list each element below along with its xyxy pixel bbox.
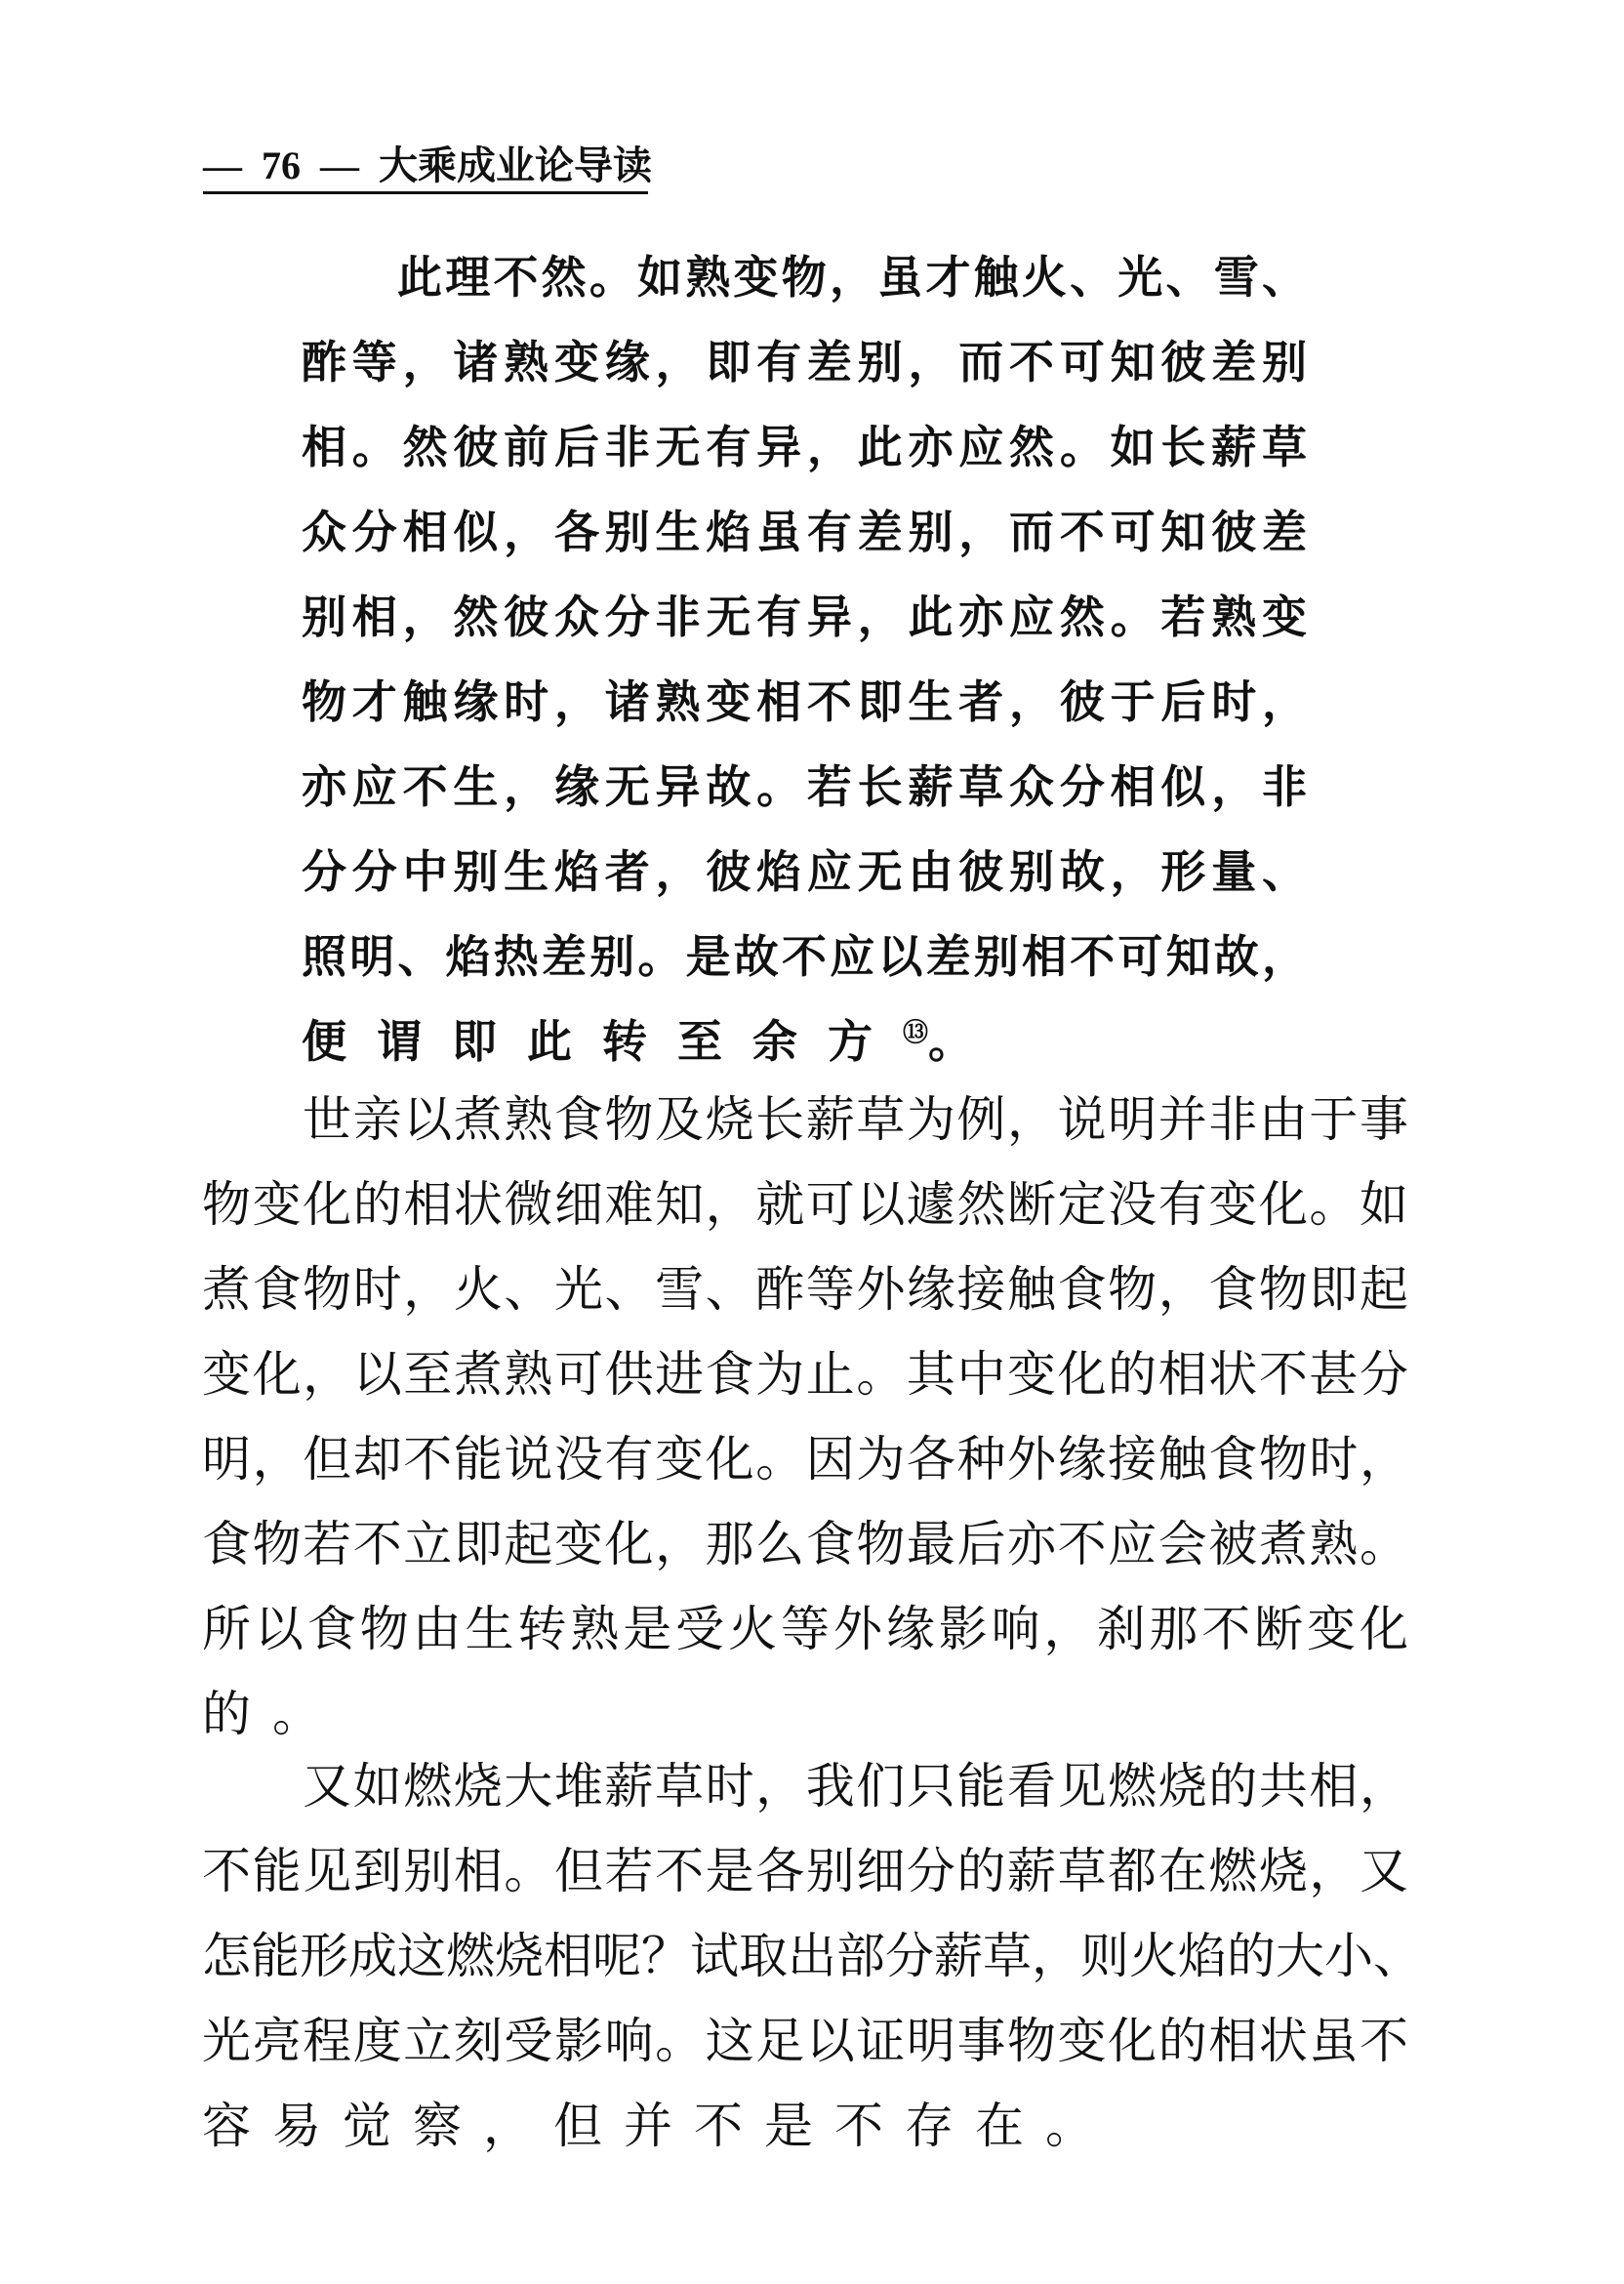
page-number: 76 [262, 143, 301, 187]
quote-line: 众分相似，各别生焰虽有差别，而不可知彼差 [302, 506, 1307, 558]
paragraph-line: 又如燃烧大堆薪草时，我们只能看见燃烧的共相， [303, 1758, 1408, 1815]
paragraph-line: 物变化的相状微细难知，就可以遽然断定没有变化。如 [202, 1176, 1408, 1233]
dash: — [301, 143, 379, 187]
dash: — [203, 143, 262, 187]
quote-line: 酢等，诸熟变缘，即有差别，而不可知彼差别 [302, 336, 1307, 388]
paragraph-line: 明，但却不能说没有变化。因为各种外缘接触食物时， [202, 1431, 1408, 1488]
paragraph-line: 不能见到别相。但若不是各别细分的薪草都在燃烧，又 [202, 1843, 1408, 1899]
quote-text: 便谓即此转至余方 [302, 1015, 903, 1068]
paragraph-line: 所以食物由生转熟是受火等外缘影响，刹那不断变化 [202, 1601, 1408, 1657]
quote-line: 物才触缘时，诸熟变相不即生者，彼于后时， [302, 675, 1307, 728]
quote-line: 分分中别生焰者，彼焰应无由彼别故，形量、 [302, 845, 1307, 898]
paragraph-line: 世亲以煮熟食物及烧长薪草为例，说明并非由于事 [303, 1091, 1408, 1148]
paragraph-line: 光亮程度立刻受影响。这足以证明事物变化的相状虽不 [202, 2013, 1408, 2069]
quote-line: 亦应不生，缘无异故。若长薪草众分相似，非 [302, 760, 1307, 813]
quote-line: 相。然彼前后非无有异，此亦应然。如长薪草 [302, 421, 1307, 473]
quote-line: 别相，然彼众分非无有异，此亦应然。若熟变 [302, 591, 1307, 643]
paragraph-line: 怎能形成这燃烧相呢？试取出部分薪草，则火焰的大小、 [202, 1928, 1422, 1984]
quote-line [302, 1012, 1307, 1071]
quote-line: 照明、焰热差别。是故不应以差别相不可知故， [302, 930, 1307, 983]
book-title: 大乘成业论导读 [379, 143, 652, 187]
paragraph-line: 食物若不立即起变化，那么食物最后亦不应会被煮熟。 [202, 1516, 1408, 1572]
paragraph-line: 煮食物时，火、光、雪、酢等外缘接触食物，食物即起 [202, 1261, 1408, 1318]
quote-end: 。 [928, 1015, 1004, 1068]
footnote-marker: ⑬ [903, 1018, 929, 1048]
paragraph-line: 容易觉察，但并不是不存在。 [202, 2098, 1116, 2154]
running-header [203, 143, 652, 189]
quote-line: 此理不然。如熟变物，虽才触火、光、雪、 [397, 251, 1307, 304]
paragraph-line: 变化，以至煮熟可供进食为止。其中变化的相状不甚分 [202, 1346, 1408, 1403]
header-rule [203, 191, 648, 194]
paragraph-line: 的。 [202, 1686, 343, 1742]
